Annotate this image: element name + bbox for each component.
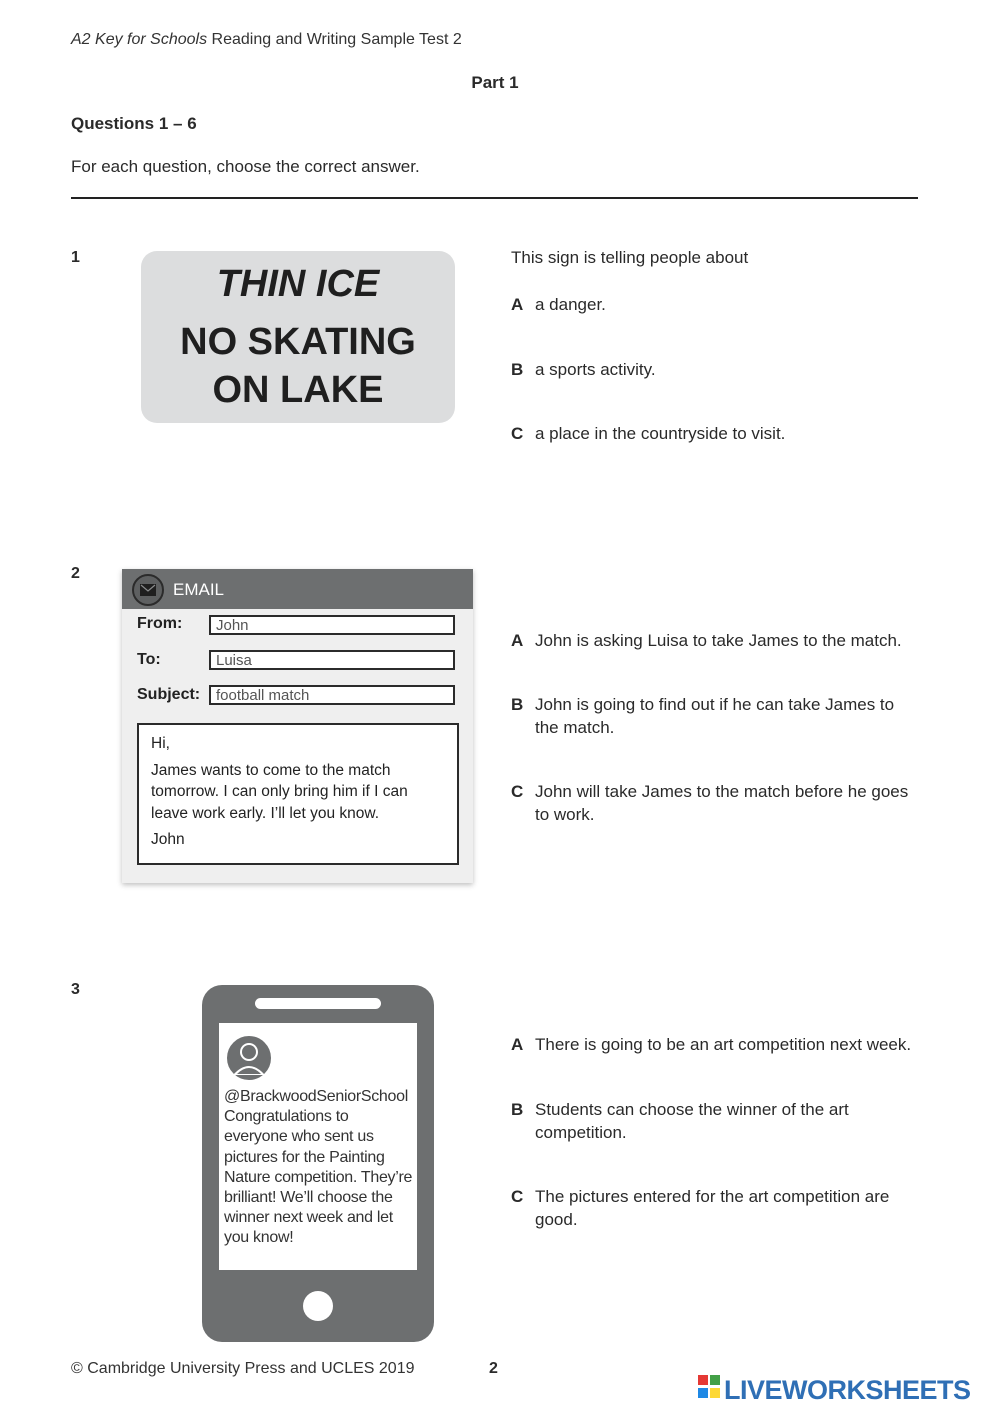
- option-letter: A: [511, 295, 524, 314]
- phone-home-button: [303, 1291, 333, 1321]
- q2-option-b[interactable]: [511, 693, 921, 739]
- q2-option-c[interactable]: [511, 780, 921, 826]
- q2-option-a[interactable]: [511, 629, 921, 652]
- q1-option-b[interactable]: [511, 358, 921, 381]
- question-1-prompt: This sign is telling people about: [511, 248, 749, 267]
- question-number-2: 2: [71, 565, 80, 582]
- option-letter: C: [511, 1187, 524, 1206]
- option-text: a place in the countryside to visit.: [535, 424, 786, 443]
- questions-range: Questions 1 – 6: [71, 114, 197, 133]
- option-letter: B: [511, 695, 524, 714]
- option-text: a danger.: [535, 295, 606, 314]
- email-card: [122, 569, 473, 883]
- option-text: a sports activity.: [535, 360, 656, 379]
- divider-line: [71, 197, 918, 199]
- instruction-text: For each question, choose the correct answer.: [71, 157, 420, 176]
- subject-label: Subject:: [137, 686, 201, 703]
- question-number-3: 3: [71, 981, 80, 998]
- q1-option-a[interactable]: [511, 293, 921, 316]
- option-letter: B: [511, 360, 524, 379]
- liveworksheets-wordmark: LIVEWORKSHEETS: [724, 1375, 971, 1405]
- email-title: EMAIL: [173, 580, 225, 599]
- option-text: The pictures entered for the art competition are good.: [535, 1187, 890, 1229]
- page-number: 2: [489, 1360, 498, 1377]
- q1-option-c[interactable]: [511, 422, 921, 445]
- option-letter: A: [511, 631, 524, 650]
- from-label: From:: [137, 615, 183, 632]
- email-body: [137, 723, 459, 865]
- option-letter: A: [511, 1035, 524, 1054]
- to-label: To:: [137, 651, 161, 668]
- sign-line-3: ON LAKE: [212, 369, 384, 411]
- test-title-italic: A2 Key for Schools: [71, 31, 208, 48]
- option-text: John is going to find out if he can take James to the match.: [535, 695, 895, 737]
- q3-option-b[interactable]: [511, 1098, 921, 1144]
- envelope-icon: [132, 574, 164, 606]
- liveworksheets-logo[interactable]: [698, 1375, 971, 1406]
- sign-line-2: NO SKATING: [180, 321, 416, 363]
- post-text: Congratulations to everyone who sent us pictures for the Painting Nature competition. They’re brilliant! We’ll choose the winner next week and let you know!: [224, 1108, 413, 1247]
- part-heading: Part 1: [471, 73, 519, 92]
- to-field: Luisa: [209, 650, 455, 670]
- logo-blocks-icon: [698, 1375, 722, 1401]
- option-text: John will take James to the match before he goes to work.: [535, 782, 909, 824]
- option-letter: C: [511, 424, 524, 443]
- social-post: [224, 1087, 416, 1249]
- copyright-footer: © Cambridge University Press and UCLES 2019: [71, 1360, 415, 1377]
- post-handle: @BrackwoodSeniorSchool: [224, 1088, 408, 1105]
- document-header: [71, 31, 462, 49]
- option-text: John is asking Luisa to take James to the match.: [535, 631, 902, 650]
- from-field: John: [209, 615, 455, 635]
- email-message: James wants to come to the match tomorrow. I can only bring him if I can leave work early. I’ll let you know.: [151, 761, 408, 822]
- question-number-1: 1: [71, 249, 80, 266]
- subject-field: football match: [209, 685, 455, 705]
- option-letter: C: [511, 782, 524, 801]
- thin-ice-sign: [141, 251, 455, 423]
- phone-illustration: [202, 985, 434, 1342]
- user-avatar-icon: [226, 1035, 272, 1081]
- phone-speaker: [255, 998, 381, 1009]
- email-title-bar: [122, 569, 473, 609]
- sign-line-1: THIN ICE: [216, 263, 380, 305]
- q3-option-a[interactable]: [511, 1033, 921, 1056]
- option-text: There is going to be an art competition next week.: [535, 1035, 912, 1054]
- q3-option-c[interactable]: [511, 1185, 921, 1231]
- email-signoff: John: [151, 831, 185, 848]
- option-text: Students can choose the winner of the art competition.: [535, 1100, 849, 1142]
- test-title-rest: Reading and Writing Sample Test 2: [207, 31, 462, 48]
- phone-screen: [219, 1023, 417, 1270]
- email-greeting: Hi,: [151, 735, 170, 752]
- option-letter: B: [511, 1100, 524, 1119]
